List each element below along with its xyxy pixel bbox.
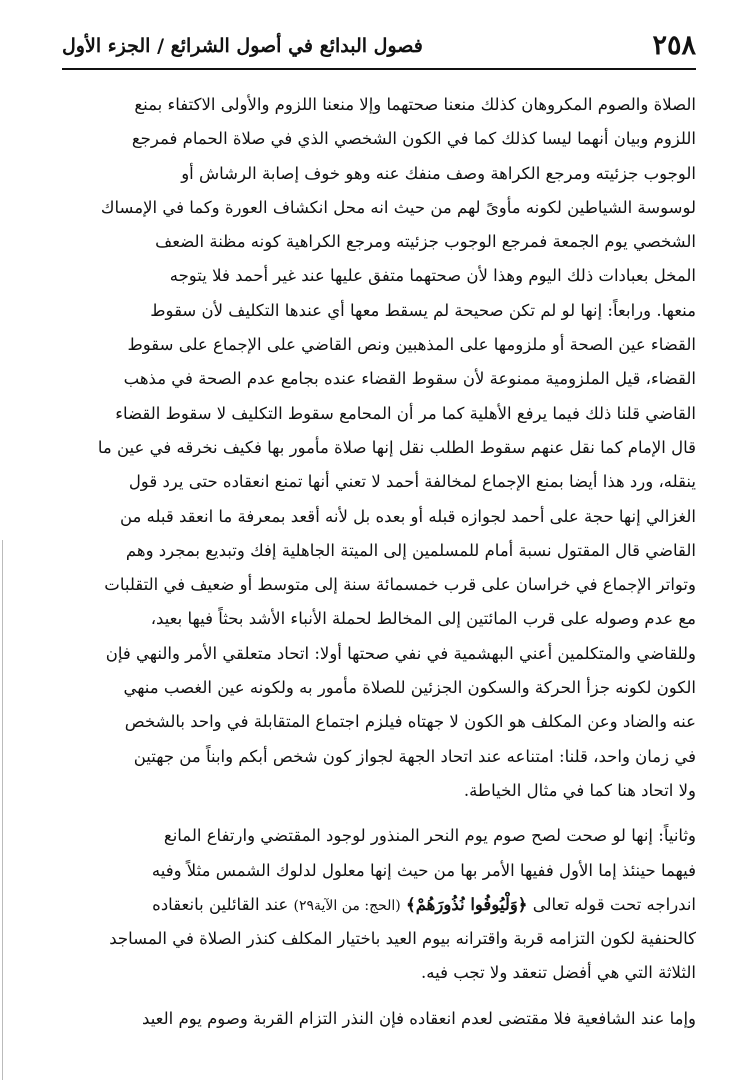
text-line: وتواتر الإجماع في خراسان على قرب خمسمائة سنة إلى متوسط أو ضعيف في التقلبات: [104, 575, 696, 595]
text-line: وثانياً: إنها لو صحت لصح صوم يوم النحر المنذور لوجود المقتضي وارتفاع المانع: [163, 826, 696, 846]
text-line: الشخصي يوم الجمعة فمرجع الوجوب جزئيته ومرجع الكراهية كونه مظنة الضعف: [155, 232, 696, 252]
text-line: اللزوم وبيان أنهما ليسا كذلك كما في الكون الشخصي الذي في صلاة الحمام فمرجع: [131, 129, 696, 149]
text-line: القضاء عين الصحة أو ملزومها على المذهبين ونص القاضي على الإجماع على سقوط: [127, 335, 696, 355]
text-line: الصلاة والصوم المكروهان كذلك منعنا صحتهما وإلا منعنا اللزوم والأولى الاكتفاء بمنع: [134, 95, 696, 114]
quran-verse: ﴿وَلْيُوفُوا نُذُورَهُمْ﴾: [406, 894, 528, 914]
paragraph-gap: [72, 808, 696, 819]
text-fragment: اندراجه تحت قوله تعالى: [532, 894, 696, 914]
page-header: [62, 30, 696, 72]
text-line: وللقاضي والمتكلمين أعني البهشمية في نفي صحتها أولا: اتحاد متعلقي الأمر والنهي فإن: [105, 643, 696, 663]
text-line: ينقله، ورد هذا أيضا بمنع الإجماع لمخالفة أحمد لا تعني أنها تمنع انعقاده حتى يرد قول: [128, 472, 696, 492]
text-line: كالحنفية لكون التزامه قربة واقترانه بيوم العيد باختيار المكلف كنذر الصلاة في المساجد: [109, 929, 696, 949]
text-line: عنه والضاد وعن المكلف هو الكون لا جهتاه فيلزم اجتماع المتقابلة في واحد بالشخص: [124, 712, 696, 732]
text-line: القاضي قلنا ذلك فيما يرفع الأهلية كما مر أن المحامع سقوط التكليف لا سقوط القضاء: [115, 403, 696, 423]
paragraph-3: [72, 1002, 696, 1036]
paragraph-gap: [72, 991, 696, 1002]
text-line: الكون لكونه جزأ الحركة والسكون الجزئين للصلاة مأمور به ولكونه عين الغصب منهي: [123, 678, 696, 698]
text-line: مع عدم وصوله على قرب المائتين إلى المخالط لحملة الأنباء الأشد بحثاً فيها بعيد،: [150, 609, 696, 629]
text-line: الوجوب جزئيته ومرجع الكراهة وصف منفك عنه وهو خوف إصابة الرشاش أو: [181, 163, 696, 183]
text-line: الثلاثة التي هي أفضل تنعقد ولا تجب فيه.: [421, 963, 696, 983]
text-line: وإما عند الشافعية فلا مقتضى لعدم انعقاده فإن النذر التزام القربة وصوم يوم العيد: [142, 1008, 696, 1028]
text-line: الغزالي إنها حجة على أحمد لجوازه قبله أو بعده بل لأنه أقعد بمعرفة ما انعقد قبله من: [119, 506, 696, 526]
text-line: ولا اتحاد هنا كما في مثال الخياطة.: [463, 780, 696, 800]
scan-edge-line: [2, 540, 6, 1080]
text-line: القاضي قال المقتول نسبة أمام للمسلمين إلى الميتة الجاهلية إفك وتبديع بمجرد وهم: [125, 540, 696, 560]
text-fragment: عند القائلين بانعقاده: [152, 894, 289, 914]
text-line: منعها. ورابعاً: إنها لو لم تكن صحيحة لم يسقط معها أي عندها التكليف لأن سقوط: [150, 300, 696, 320]
text-line: في زمان واحد، قلنا: امتناعه عند اتحاد الجهة لجواز كون شخص أبكم وابناً من جهتين: [133, 746, 696, 766]
verse-reference: (الحج: من الآية٢٩): [293, 897, 401, 914]
text-line: فيهما حينئذ إما الأول ففيها الأمر بها من حيث إنها معلول لدلوك الشمس مثلاً وفيه: [151, 860, 696, 880]
header-rule: [62, 68, 696, 70]
text-line: القضاء، قيل الملزومية ممنوعة لأن سقوط القضاء عنده بجامع عدم الصحة في مذهب: [123, 369, 696, 389]
paragraph-2: [72, 819, 696, 990]
text-line: لوسوسة الشياطين لكونه مأوىً لهم من حيث انه محل انكشاف العورة وكما في الإمساك: [100, 197, 696, 217]
page-body: [72, 88, 696, 1036]
paragraph-1: [72, 88, 696, 808]
page-number: ٢٥٨: [652, 30, 696, 61]
running-title: فصول البدائع في أصول الشرائع / الجزء الأول: [62, 35, 423, 57]
text-line-with-verse: [72, 888, 696, 922]
text-line: قال الإمام كما نقل عنهم سقوط الطلب نقل إنها صلاة مأمور بها فكيف نخرقه في عين ما: [97, 437, 696, 457]
text-line: المخل بعبادات ذلك اليوم وهذا لأن صحتهما متفق عليها عند غير أحمد فلا يتوجه: [169, 266, 696, 286]
